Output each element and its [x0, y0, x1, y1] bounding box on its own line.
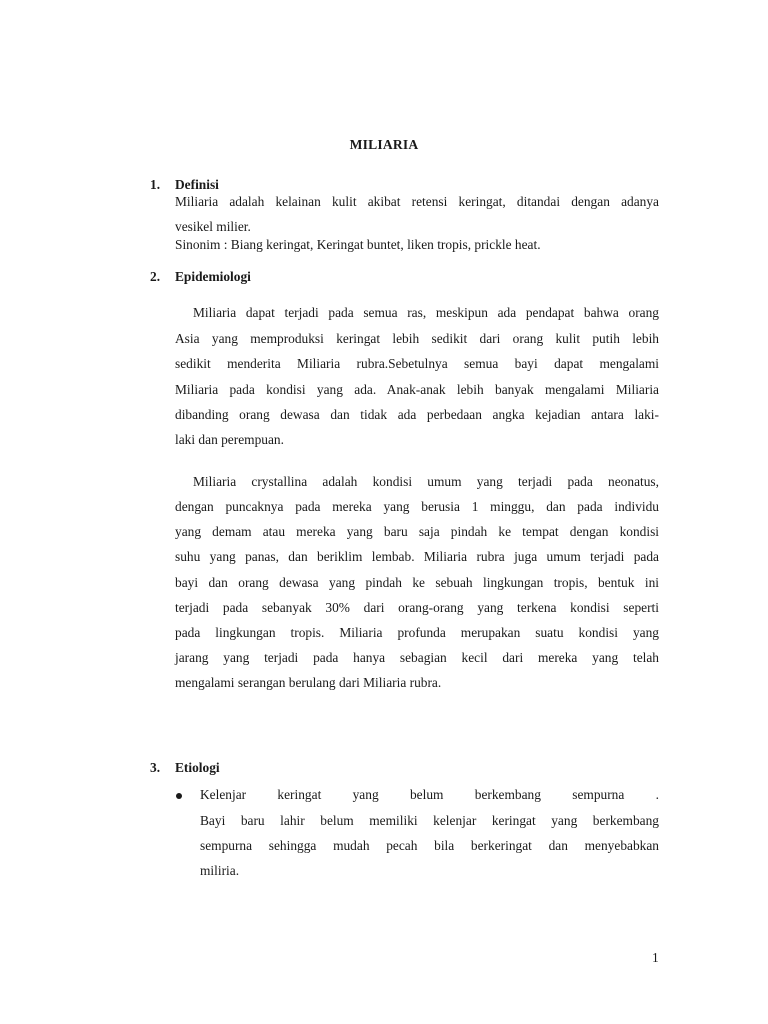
- document-title: MILIARIA: [349, 137, 419, 152]
- paragraph-line: mengalami serangan berulang dari Miliaria rubra.: [175, 675, 442, 690]
- paragraph-line: laki dan perempuan.: [175, 432, 284, 447]
- paragraph-line: Miliaria pada kondisi yang ada. Anak-anak lebih banyak mengalami Miliaria: [175, 382, 659, 397]
- paragraph-line: suhu yang panas, dan beriklim lembab. Miliaria rubra juga umum terjadi pada: [175, 549, 659, 564]
- page-number: 1: [652, 950, 659, 965]
- bullet-icon: [176, 793, 182, 799]
- paragraph-line: dibanding orang dewasa dan tidak ada perbedaan angka kejadian antara laki-: [175, 407, 659, 422]
- paragraph-line: yang demam atau mereka yang baru saja pindah ke tempat dengan kondisi: [175, 524, 659, 539]
- bullet-line: Kelenjar keringat yang belum berkembang sempurna .: [200, 787, 659, 802]
- definition-line: vesikel milier.: [175, 219, 251, 234]
- paragraph-line: dengan puncaknya pada mereka yang berusia 1 minggu, dan pada individu: [175, 499, 659, 514]
- paragraph-line: sedikit menderita Miliaria rubra.Sebetulnya semua bayi dapat mengalami: [175, 356, 659, 371]
- section-2-number: 2.: [150, 269, 161, 284]
- paragraph-line: terjadi pada sebanyak 30% dari orang-orang yang terkena kondisi seperti: [175, 600, 659, 615]
- definition-line: Miliaria adalah kelainan kulit akibat retensi keringat, ditandai dengan adanya: [175, 194, 659, 209]
- section-1-number: 1.: [150, 177, 161, 192]
- paragraph-line: Asia yang memproduksi keringat lebih sedikit dari orang kulit putih lebih: [175, 331, 659, 346]
- bullet-line: sempurna sehingga mudah pecah bila berkeringat dan menyebabkan: [200, 838, 659, 853]
- paragraph-line: Miliaria dapat terjadi pada semua ras, meskipun ada pendapat bahwa orang: [193, 305, 659, 320]
- section-3-heading: Etiologi: [175, 760, 220, 775]
- paragraph-line: jarang yang terjadi pada hanya sebagian kecil dari mereka yang telah: [175, 650, 659, 665]
- synonym-line: Sinonim : Biang keringat, Keringat buntet, liken tropis, prickle heat.: [175, 237, 541, 252]
- paragraph-line: pada lingkungan tropis. Miliaria profunda merupakan suatu kondisi yang: [175, 625, 659, 640]
- section-1-heading: Definisi: [175, 177, 219, 192]
- section-2-heading: Epidemiologi: [175, 269, 251, 284]
- bullet-line: miliria.: [200, 863, 240, 878]
- paragraph-line: Miliaria crystallina adalah kondisi umum yang terjadi pada neonatus,: [193, 474, 659, 489]
- section-3-number: 3.: [150, 760, 161, 775]
- paragraph-line: bayi dan orang dewasa yang pindah ke sebuah lingkungan tropis, bentuk ini: [175, 575, 659, 590]
- bullet-line: Bayi baru lahir belum memiliki kelenjar keringat yang berkembang: [200, 813, 659, 828]
